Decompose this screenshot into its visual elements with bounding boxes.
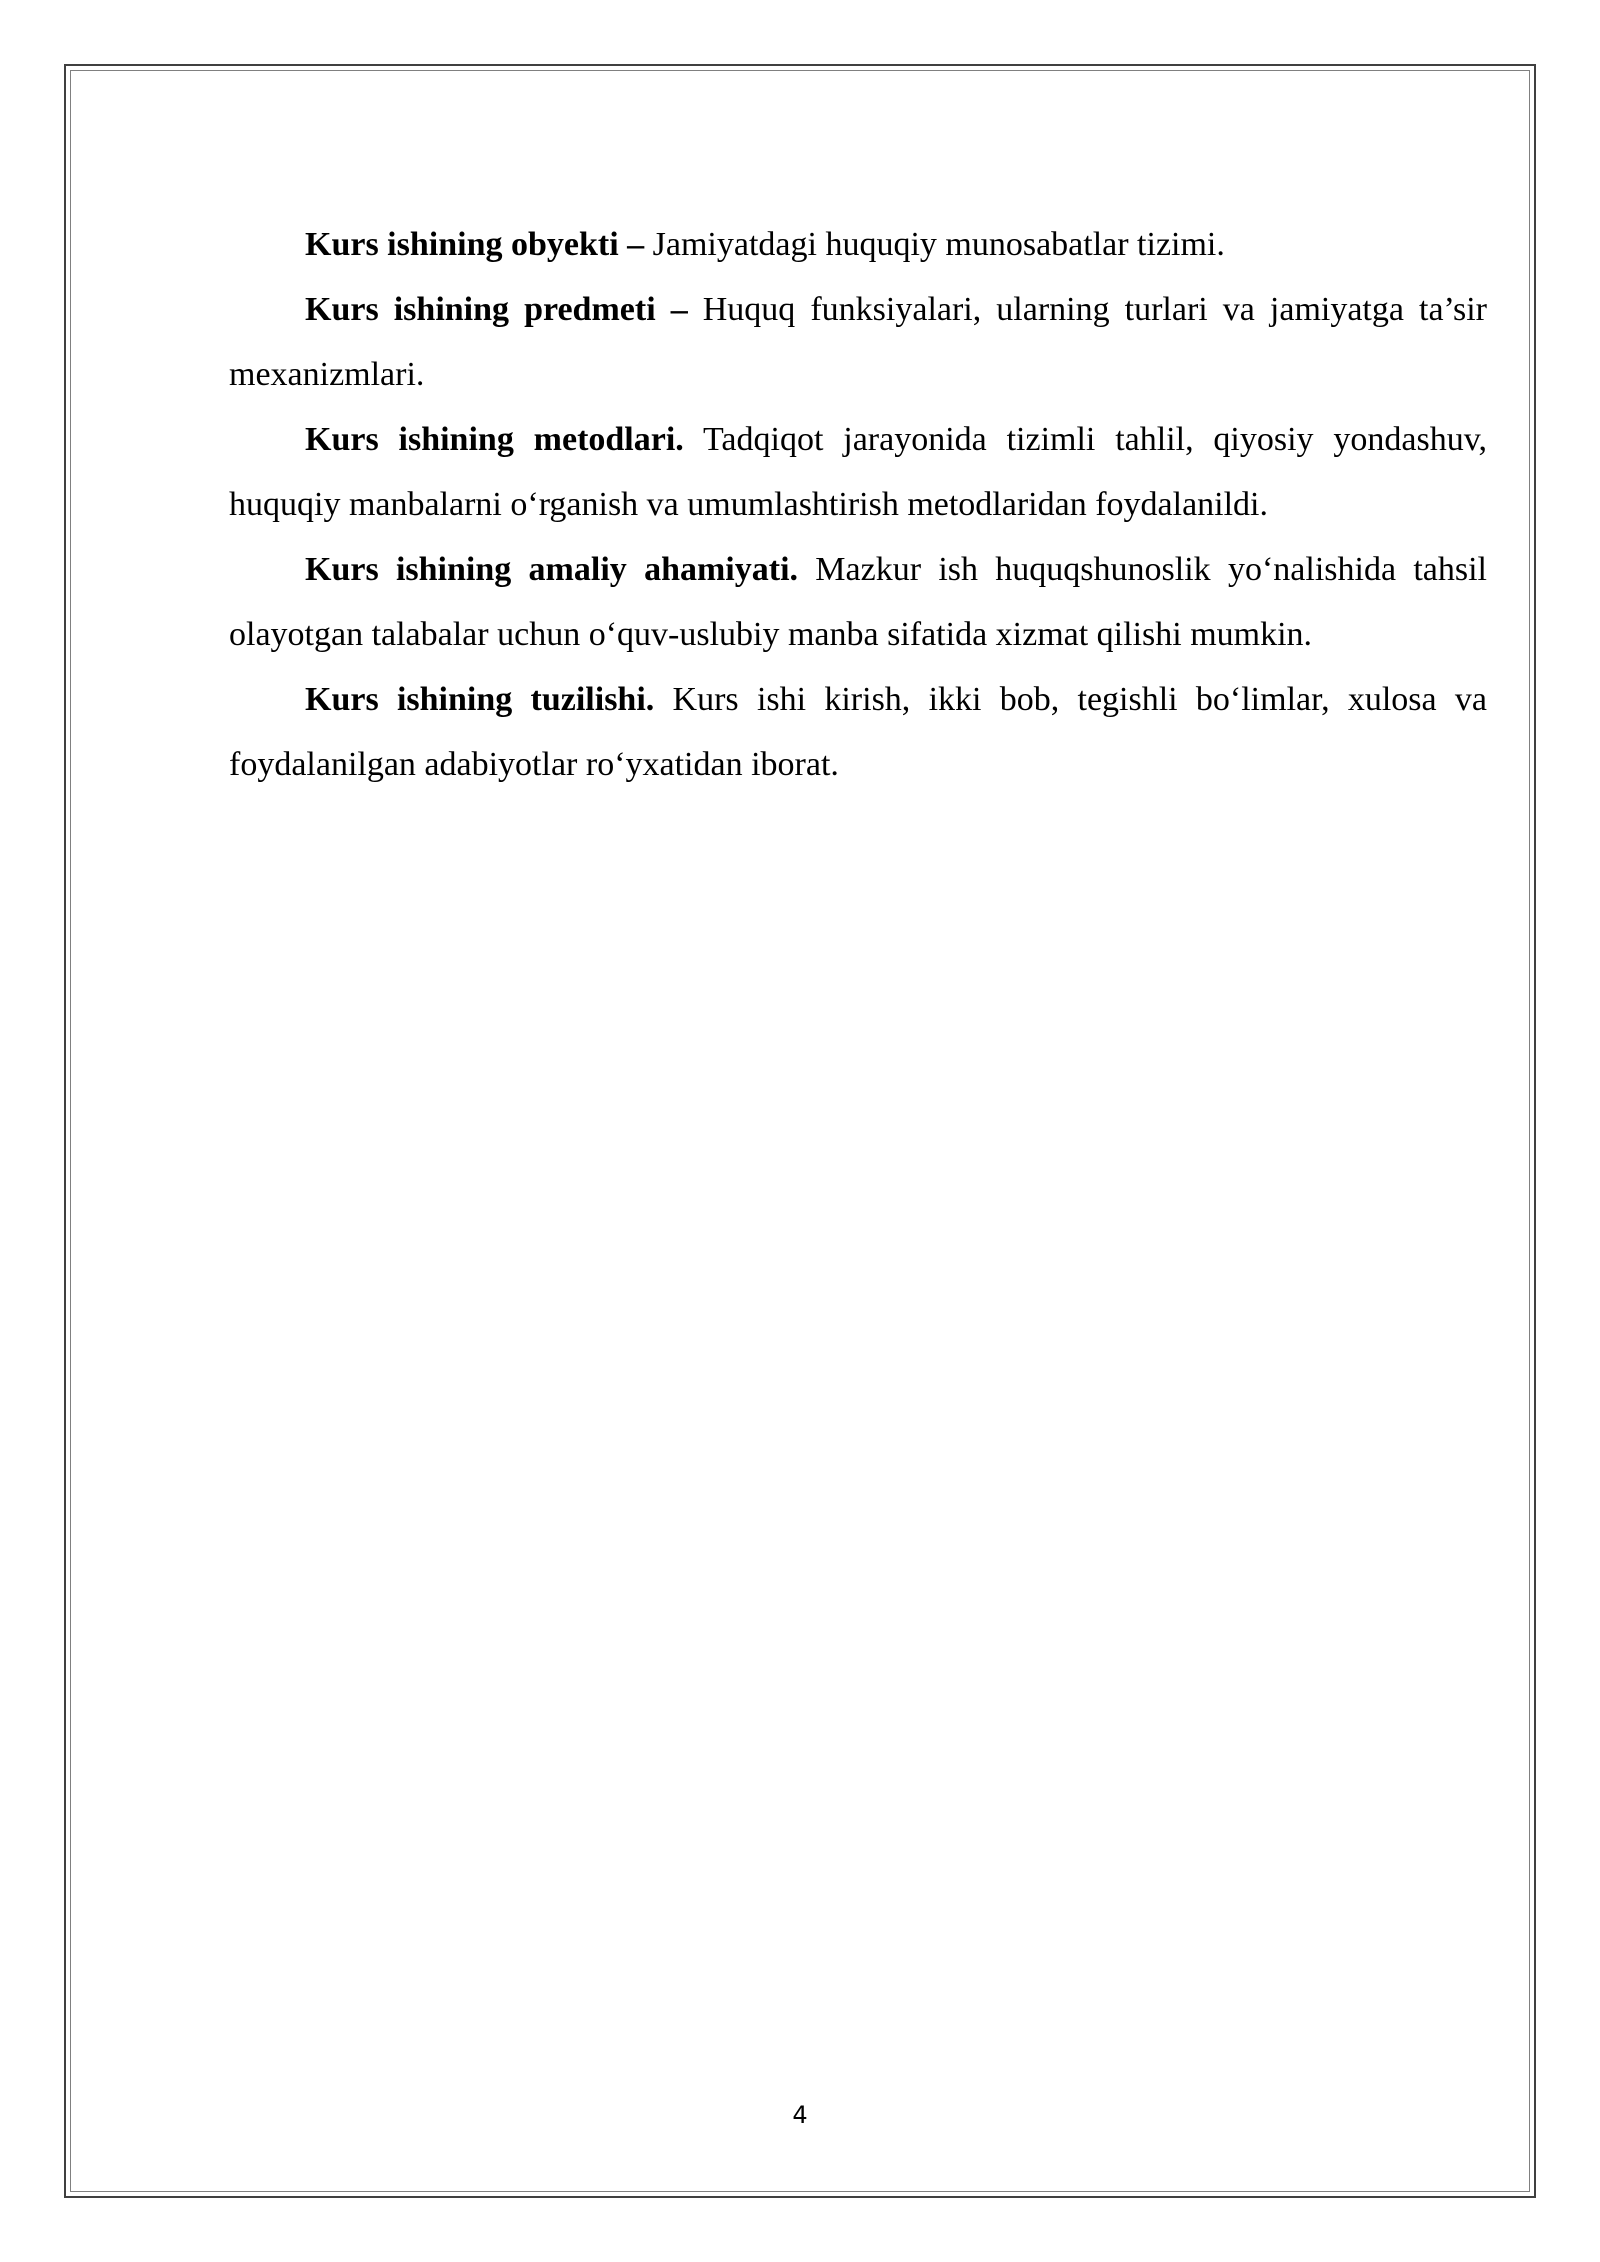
paragraph-heading: Kurs ishining predmeti – [305,291,688,328]
paragraph-text: Tadqiqot jarayonida tizimli tahlil, qiyosiy yondashuv, huquqiy manbalarni o‘rganish va umumlashtirish metodlaridan foydalanildi. [229,421,1487,523]
paragraph-heading: Kurs ishining tuzilishi. [305,681,655,718]
paragraph-text: Huquq funksiyalari, ularning turlari va jamiyatga ta’sir mexanizmlari. [229,291,1488,393]
paragraph-structure [229,667,1487,797]
paragraph-heading: Kurs ishining metodlari. [305,421,684,458]
paragraph-object [229,212,1487,277]
paragraph-heading: Kurs ishining obyekti – [305,226,645,263]
document-body [229,212,1487,797]
paragraph-text: Kurs ishi kirish, ikki bob, tegishli bo‘limlar, xulosa va foydalanilgan adabiyotlar ro‘yxatidan iborat. [229,681,1487,783]
paragraph-heading: Kurs ishining amaliy ahamiyati. [305,551,799,588]
paragraph-text: Jamiyatdagi huquqiy munosabatlar tizimi. [644,226,1225,263]
paragraph-text: Mazkur ish huquqshunoslik yo‘nalishida tahsil olayotgan talabalar uchun o‘quv-uslubiy manba sifatida xizmat qilishi mumkin. [229,551,1487,653]
paragraph-methods [229,407,1487,537]
paragraph-practical-significance [229,537,1487,667]
page-number: 4 [792,2101,808,2129]
paragraph-subject [229,277,1487,407]
